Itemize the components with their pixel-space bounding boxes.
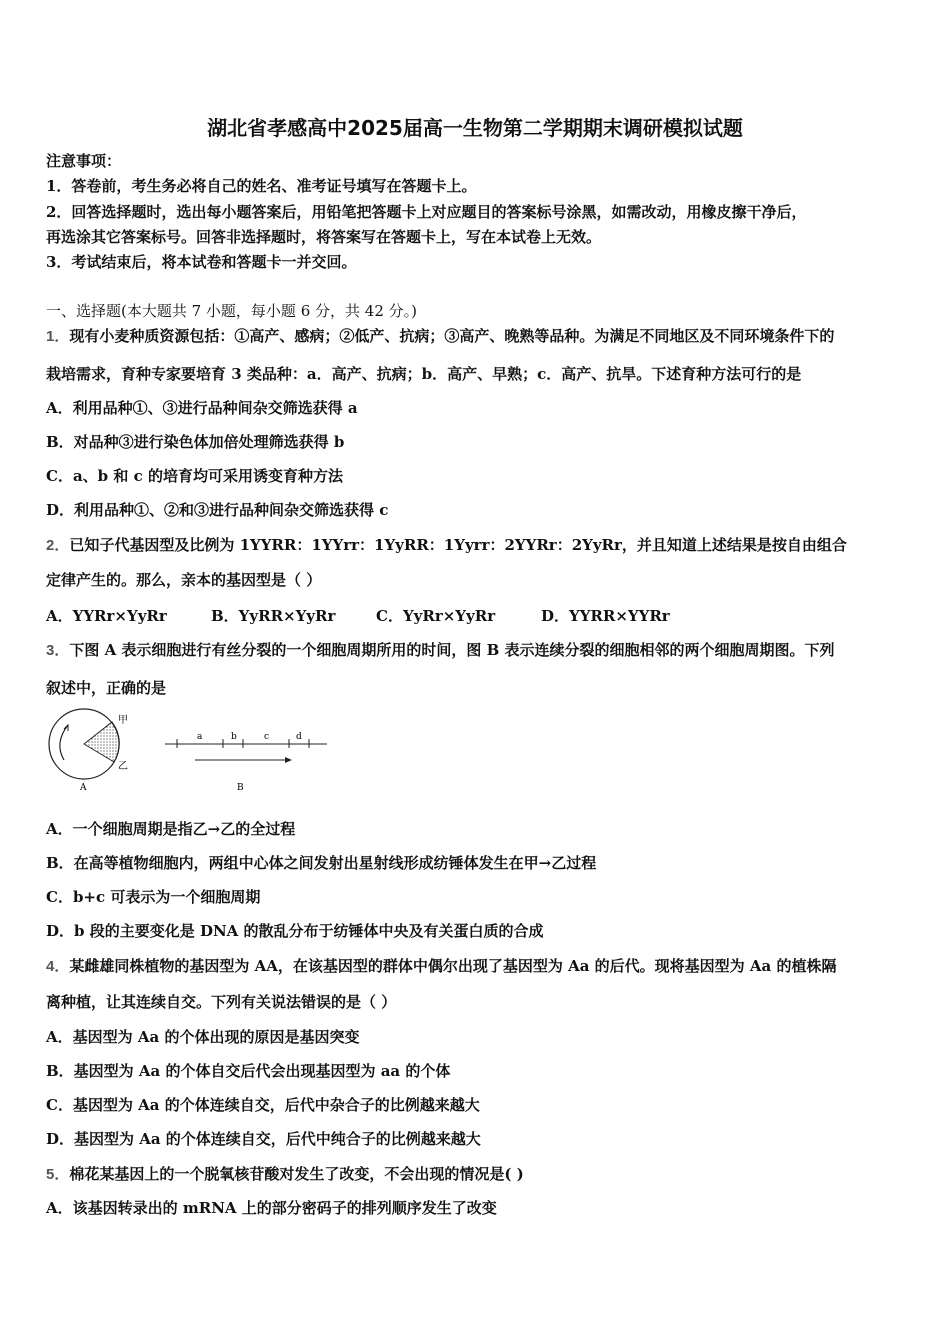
notice-item: 再选涂其它答案标号。回答非选择题时，将答案写在答题卡上，写在本试卷上无效。 <box>46 228 602 246</box>
label-a: A <box>80 783 87 793</box>
options-row <box>46 606 670 626</box>
segment-b: b <box>231 732 237 742</box>
option-b: B．在高等植物细胞内，两组中心体之间发射出星射线形成纺锤体发生在甲→乙过程 <box>46 854 597 872</box>
option-b: B．对品种③进行染色体加倍处理筛选获得 b <box>46 433 345 451</box>
option-b: B．基因型为 Aa 的个体自交后代会出现基因型为 aa 的个体 <box>46 1062 451 1080</box>
question-text-cont: 叙述中，正确的是 <box>46 679 167 697</box>
option-b: B．YyRR×YyRr <box>211 607 336 625</box>
question-number: 4． <box>46 958 70 975</box>
question-2 <box>46 535 847 556</box>
notice-item: 1．答卷前，考生务必将自己的姓名、准考证号填写在答题卡上。 <box>46 177 477 195</box>
question-text: 棉花某基因上的一个脱氧核苷酸对发生了改变，不会出现的情况是( ) <box>69 1165 524 1183</box>
option-a: A．一个细胞周期是指乙→乙的全过程 <box>46 820 296 838</box>
question-text-cont: 离种植，让其连续自交。下列有关说法错误的是（ ） <box>46 993 397 1011</box>
cell-cycle-figure <box>40 705 340 800</box>
question-4 <box>46 956 836 977</box>
option-a: A．基因型为 Aa 的个体出现的原因是基因突变 <box>46 1028 360 1046</box>
question-1 <box>46 326 834 347</box>
question-text-cont: 定律产生的。那么，亲本的基因型是（ ） <box>46 571 322 589</box>
question-number: 3． <box>46 642 70 659</box>
label-yi: 乙 <box>118 761 128 772</box>
option-c: C．YyRr×YyRr <box>376 607 496 625</box>
section-heading: 一、选择题(本大题共 7 小题，每小题 6 分，共 42 分。) <box>46 302 417 320</box>
option-a: A．利用品种①、③进行品种间杂交筛选获得 a <box>46 399 358 417</box>
question-number: 1． <box>46 328 70 345</box>
question-text: 下图 A 表示细胞进行有丝分裂的一个细胞周期所用的时间，图 B 表示连续分裂的细胞相邻的两个细胞周期图。下列 <box>69 641 835 659</box>
page-title: 湖北省孝感高中2025届高一生物第二学期期末调研模拟试题 <box>207 116 743 140</box>
question-text: 现有小麦种质资源包括：①高产、感病；②低产、抗病；③高产、晚熟等品种。为满足不同地区及不同环境条件下的 <box>69 327 835 345</box>
segment-c: c <box>264 732 270 742</box>
question-3 <box>46 640 835 661</box>
option-d: D．YYRR×YYRr <box>541 607 670 625</box>
cycle-arrow <box>60 725 68 760</box>
option-d: D．b 段的主要变化是 DNA 的散乱分布于纺锤体中央及有关蛋白质的合成 <box>46 922 544 940</box>
label-b: B <box>237 783 244 793</box>
option-c: C．b+c 可表示为一个细胞周期 <box>46 888 261 906</box>
segment-d: d <box>296 732 302 742</box>
question-text-cont: 栽培需求，育种专家要培育 3 类品种：a．高产、抗病；b．高产、早熟；c．高产、抗旱。下述育种方法可行的是 <box>46 365 802 383</box>
label-jia: 甲 <box>118 715 128 726</box>
option-c: C．a、b 和 c 的培育均可采用诱变育种方法 <box>46 467 343 485</box>
question-number: 5． <box>46 1166 70 1183</box>
notice-heading: 注意事项： <box>46 152 122 170</box>
option-a: A．YYRr×YyRr <box>46 607 167 625</box>
option-d: D．基因型为 Aa 的个体连续自交，后代中纯合子的比例越来越大 <box>46 1130 481 1148</box>
question-number: 2． <box>46 537 70 554</box>
notice-item: 2．回答选择题时，选出每小题答案后，用铅笔把答题卡上对应题目的答案标号涂黑，如需改动，用橡皮擦干净后， <box>46 203 807 221</box>
option-a: A．该基因转录出的 mRNA 上的部分密码子的排列顺序发生了改变 <box>46 1199 497 1217</box>
option-d: D．利用品种①、②和③进行品种间杂交筛选获得 c <box>46 501 389 519</box>
arrowhead-icon <box>285 757 292 763</box>
segment-a: a <box>197 732 203 742</box>
question-5 <box>46 1164 524 1185</box>
question-text: 某雌雄同株植物的基因型为 AA，在该基因型的群体中偶尔出现了基因型为 Aa 的后代。现将基因型为 Aa 的植株隔 <box>69 957 837 975</box>
notice-item: 3．考试结束后，将本试卷和答题卡一并交回。 <box>46 253 357 271</box>
division-sector <box>84 722 119 762</box>
question-text: 已知子代基因型及比例为 1YYRR：1YYrr：1YyRR：1Yyrr：2YYRr：2YyRr，并且知道上述结果是按自由组合 <box>69 536 847 554</box>
option-c: C．基因型为 Aa 的个体连续自交，后代中杂合子的比例越来越大 <box>46 1096 480 1114</box>
